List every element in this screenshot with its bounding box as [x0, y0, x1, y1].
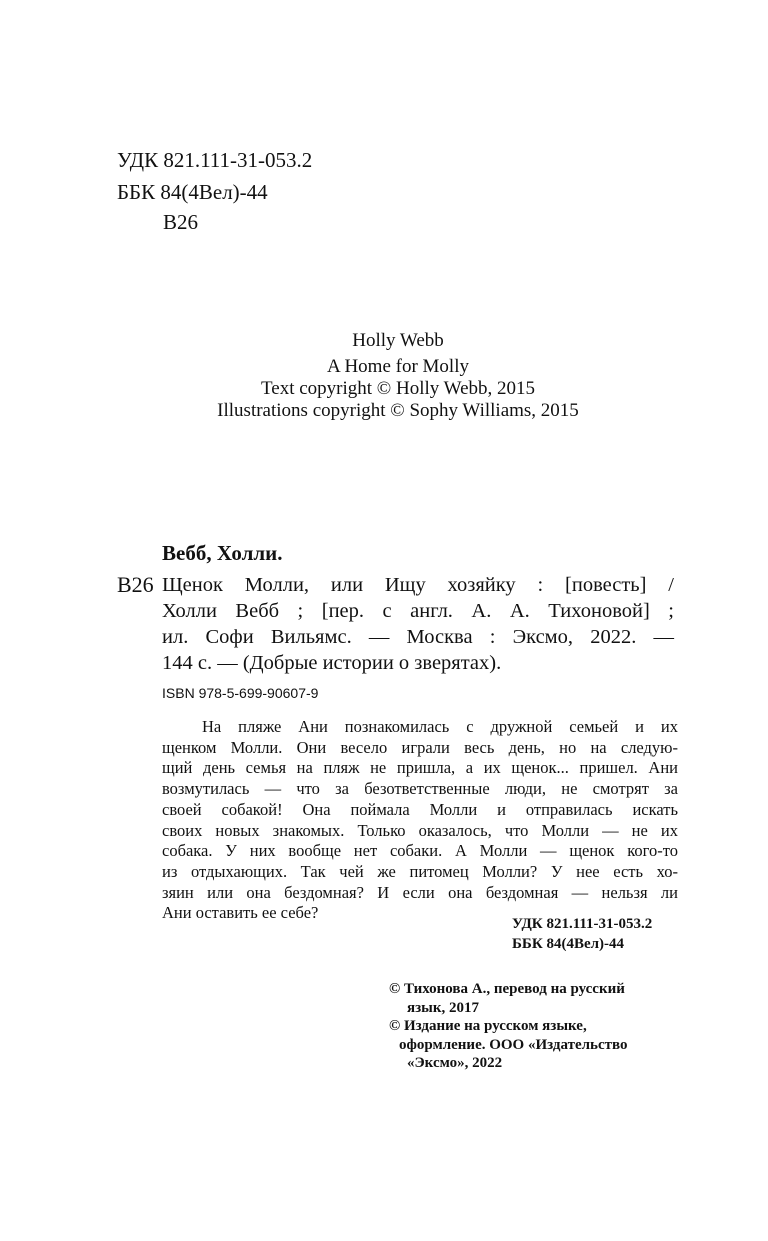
original-author: Holly Webb	[352, 330, 444, 351]
edition-copyright-line: «Эксмо», 2022	[407, 1055, 503, 1071]
annotation-line: своей собакой! Она поймала Молли и отправилась искать	[162, 799, 678, 819]
annotation	[162, 717, 678, 924]
translation-copyright-line: © Тихонова А., перевод на русский	[389, 981, 625, 997]
description-line: 144 с. — (Добрые истории о зверятах).	[162, 652, 502, 674]
description-line: Щенок Молли, или Ищу хозяйку : [повесть] /	[162, 574, 674, 596]
copyright-notices	[389, 980, 628, 1073]
author-heading: Вебб, Холли.	[162, 541, 283, 565]
udk-code: УДК 821.111-31-053.2	[117, 148, 313, 172]
edition-copyright-line: © Издание на русском языке,	[389, 1018, 587, 1034]
bibliographic-description	[162, 572, 674, 676]
author-mark: В26	[163, 210, 199, 234]
udk-code-bold: УДК 821.111-31-053.2	[512, 916, 653, 932]
bbk-code-bold: ББК 84(4Вел)-44	[512, 935, 625, 952]
annotation-line: Ани оставить ее себе?	[162, 903, 319, 923]
annotation-line: щий день семья на пляж не пришла, а их щенок... пришел. Ани	[162, 758, 678, 778]
description-line: Холли Вебб ; [пер. с англ. А. А. Тихоновой] ;	[162, 600, 674, 622]
record-author-mark: В26	[117, 572, 154, 597]
annotation-line: своих новых знакомых. Только оказалось, что Молли — не их	[162, 820, 678, 840]
annotation-line: щенком Молли. Они весело играли весь день, но на следую-	[162, 737, 678, 757]
edition-copyright-line: оформление. ООО «Издательство	[399, 1036, 628, 1053]
annotation-line: собака. У них вообще нет собаки. А Молли — щенок кого-то	[162, 841, 678, 861]
description-line: ил. Софи Вильямс. — Москва : Эксмо, 2022. —	[162, 626, 674, 648]
translation-copyright-line: язык, 2017	[407, 999, 479, 1016]
original-title: A Home for Molly	[327, 356, 469, 377]
bbk-code: ББК 84(4Вел)-44	[117, 180, 268, 204]
annotation-line: из отдыхающих. Так чей же питомец Молли? У нее есть хо-	[162, 861, 678, 881]
text-copyright: Text copyright © Holly Webb, 2015	[260, 378, 536, 399]
classification-codes	[512, 915, 652, 954]
annotation-line: На пляже Ани познакомилась с дружной семьей и их	[202, 717, 678, 736]
annotation-line: зяин или она бездомная? И если она бездомная — нельзя ли	[162, 882, 678, 902]
illustrations-copyright: Illustrations copyright © Sophy Williams, 2015	[217, 400, 579, 421]
annotation-line: возмутилась — что за безответственные люди, не смотрят за	[162, 779, 678, 799]
isbn: ISBN 978-5-699-90607-9	[162, 685, 319, 701]
